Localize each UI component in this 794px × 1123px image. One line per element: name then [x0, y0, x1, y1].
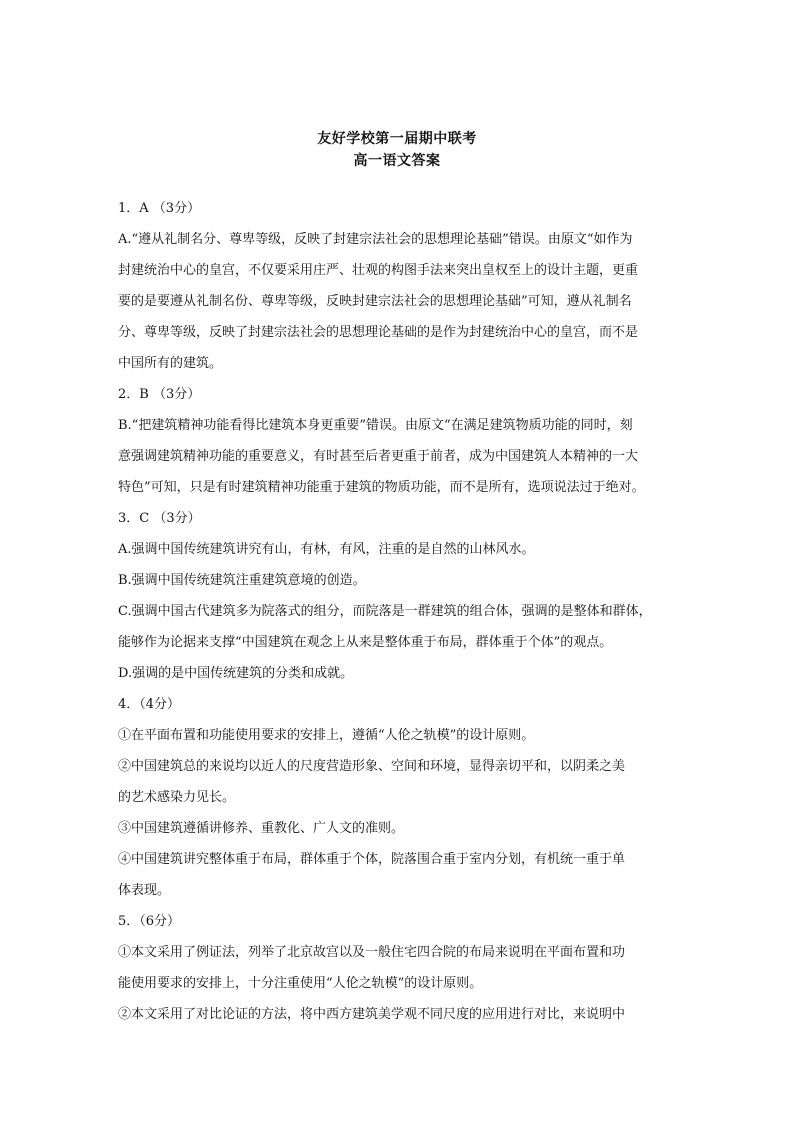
answer-line: 4．（4分） [118, 697, 181, 712]
answer-line: 5．（6分） [118, 914, 181, 929]
answer-line: 能使用要求的安排上，十分注重使用“人伦之轨模”的设计原则。 [118, 976, 483, 991]
answer-line: 特色”可知，只是有时建筑精神功能重于建筑的物质功能，而不是所有，选项说法过于绝对。 [118, 480, 645, 495]
answer-line: 2．B （3分） [118, 387, 201, 402]
answer-line: ②本文采用了对比论证的方法，将中西方建筑美学观不同尺度的应用进行对比，来说明中 [118, 1007, 626, 1022]
answer-line: 能够作为论据来支撑“中国建筑在观念上从来是整体重于布局，群体重于个体”的观点。 [118, 635, 613, 650]
answer-line: A.“遵从礼制名分、尊卑等级，反映了封建宗法社会的思想理论基础”错误。由原文“如作为 [118, 232, 633, 247]
answer-subtitle: 高一语文答案 [353, 153, 441, 169]
answer-line: ④中国建筑讲究整体重于布局，群体重于个体，院落围合重于室内分划，有机统一重于单 [118, 852, 626, 867]
answer-line: B.强调中国传统建筑注重建筑意境的创造。 [118, 573, 366, 588]
answer-line: 3．C （3分） [118, 511, 201, 526]
answer-line: ①本文采用了例证法，列举了北京故宫以及一般住宅四合院的布局来说明在平面布置和功 [118, 945, 626, 960]
answer-line: D.强调的是中国传统建筑的分类和成就。 [118, 666, 354, 681]
answer-line: 1．A （3分） [118, 201, 201, 216]
answer-line: ③中国建筑遵循讲修养、重教化、广人文的准则。 [118, 821, 405, 836]
answer-line: 封建统治中心的皇宫，不仅要采用庄严、壮观的构图手法来突出皇权至上的设计主题，更重 [118, 263, 639, 278]
answer-line: B.“把建筑精神功能看得比建筑本身更重要”错误。由原文“在满足建筑物质功能的同时，刻 [118, 418, 633, 433]
answer-line: ②中国建筑总的来说均以近人的尺度营造形象、空间和环境，显得亲切平和，以阴柔之美 [118, 759, 626, 774]
answer-line: 意强调建筑精神功能的重要意义，有时甚至后者更重于前者，成为中国建筑人本精神的一大 [118, 449, 639, 464]
answer-body [118, 193, 678, 1030]
answer-line: 中国所有的建筑。 [118, 356, 223, 371]
answer-line: 体表现。 [118, 883, 171, 898]
answer-line: 分、尊卑等级，反映了封建宗法社会的思想理论基础的是作为封建统治中心的皇宫，而不是 [118, 325, 639, 340]
answer-line: A.强调中国传统建筑讲究有山，有林，有风，注重的是自然的山林风水。 [118, 542, 535, 557]
answer-line: ①在平面布置和功能使用要求的安排上，遵循“人伦之轨模”的设计原则。 [118, 728, 535, 743]
answer-line: 的艺术感染力见长。 [118, 790, 236, 805]
exam-title: 友好学校第一届期中联考 [317, 131, 477, 147]
answer-line: 要的是要遵从礼制名份、尊卑等级，反映封建宗法社会的思想理论基础”可知，遵从礼制名 [118, 294, 632, 309]
answer-line: C.强调中国古代建筑多为院落式的组分，而院落是一群建筑的组合体，强调的是整体和群体， [118, 604, 652, 619]
